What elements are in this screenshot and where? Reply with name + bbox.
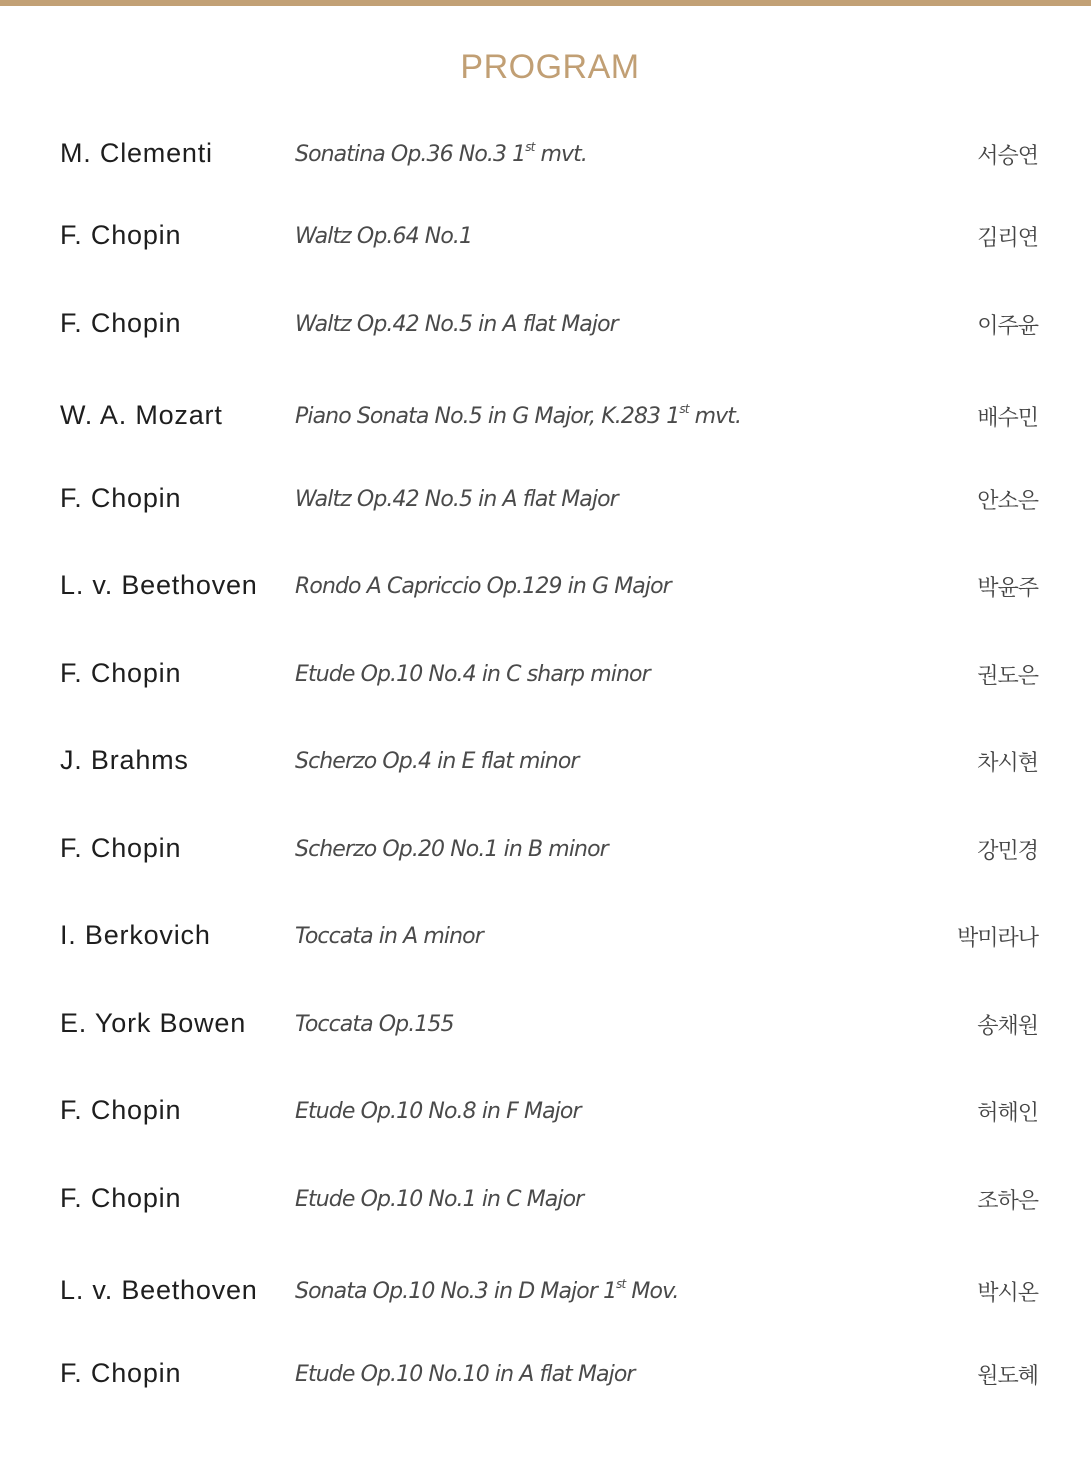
- performer-name: 차시현: [977, 751, 1038, 776]
- performer-name: 안소은: [977, 489, 1038, 514]
- program-row: [0, 745, 1091, 795]
- composer-name: F. Chopin: [60, 658, 182, 688]
- composer-name: W. A. Mozart: [60, 400, 223, 430]
- program-row: [0, 1183, 1091, 1233]
- performer-name: 원도혜: [977, 1364, 1038, 1389]
- composer-name: L. v. Beethoven: [60, 1275, 258, 1305]
- performer-name: 박미라나: [956, 926, 1038, 951]
- performer-name: 박시온: [977, 1281, 1038, 1306]
- work-title: Etude Op.10 No.8 in F Major: [295, 1099, 581, 1124]
- composer-name: F. Chopin: [60, 308, 182, 338]
- program-row: [0, 1275, 1091, 1325]
- program-row: [0, 570, 1091, 620]
- work-title: Scherzo Op.4 in E flat minor: [295, 749, 579, 774]
- work-title: Toccata Op.155: [295, 1012, 454, 1037]
- program-row: [0, 1095, 1091, 1145]
- performer-name: 김리연: [977, 226, 1038, 251]
- work-title: Toccata in A minor: [295, 924, 483, 949]
- composer-name: F. Chopin: [60, 220, 182, 250]
- composer-name: F. Chopin: [60, 833, 182, 863]
- program-row: [0, 920, 1091, 970]
- work-title: Sonata Op.10 No.3 in D Major 1st Mov.: [295, 1277, 679, 1304]
- work-title: Piano Sonata No.5 in G Major, K.283 1st mvt.: [295, 402, 742, 429]
- performer-name: 배수민: [977, 406, 1038, 431]
- work-title: Etude Op.10 No.4 in C sharp minor: [295, 662, 650, 687]
- performer-name: 박윤주: [977, 576, 1038, 601]
- program-row: [0, 1358, 1091, 1408]
- composer-name: F. Chopin: [60, 1358, 182, 1388]
- composer-name: F. Chopin: [60, 1095, 182, 1125]
- program-row: [0, 833, 1091, 883]
- performer-name: 허해인: [977, 1101, 1038, 1126]
- performer-name: 송채원: [977, 1014, 1038, 1039]
- program-row: [0, 400, 1091, 450]
- composer-name: M. Clementi: [60, 138, 213, 168]
- performer-name: 강민경: [977, 839, 1038, 864]
- program-row: [0, 220, 1091, 270]
- composer-name: I. Berkovich: [60, 920, 211, 950]
- program-row: [0, 1008, 1091, 1058]
- composer-name: F. Chopin: [60, 483, 182, 513]
- program-row: [0, 138, 1091, 188]
- work-title: Etude Op.10 No.10 in A flat Major: [295, 1362, 635, 1387]
- work-title: Rondo A Capriccio Op.129 in G Major: [295, 574, 671, 599]
- program-row: [0, 658, 1091, 708]
- composer-name: L. v. Beethoven: [60, 570, 258, 600]
- performer-name: 이주윤: [977, 314, 1038, 339]
- work-title: Scherzo Op.20 No.1 in B minor: [295, 837, 608, 862]
- work-title: Waltz Op.42 No.5 in A flat Major: [295, 487, 618, 512]
- program-row: [0, 308, 1091, 358]
- work-title: Etude Op.10 No.1 in C Major: [295, 1187, 584, 1212]
- composer-name: J. Brahms: [60, 745, 189, 775]
- page-title: PROGRAM: [460, 48, 640, 86]
- work-title: Waltz Op.42 No.5 in A flat Major: [295, 312, 618, 337]
- composer-name: E. York Bowen: [60, 1008, 247, 1038]
- work-title: Sonatina Op.36 No.3 1st mvt.: [295, 140, 588, 167]
- composer-name: F. Chopin: [60, 1183, 182, 1213]
- performer-name: 권도은: [977, 664, 1038, 689]
- performer-name: 서승연: [977, 144, 1038, 169]
- work-title: Waltz Op.64 No.1: [295, 224, 473, 249]
- performer-name: 조하은: [977, 1189, 1038, 1214]
- program-row: [0, 483, 1091, 533]
